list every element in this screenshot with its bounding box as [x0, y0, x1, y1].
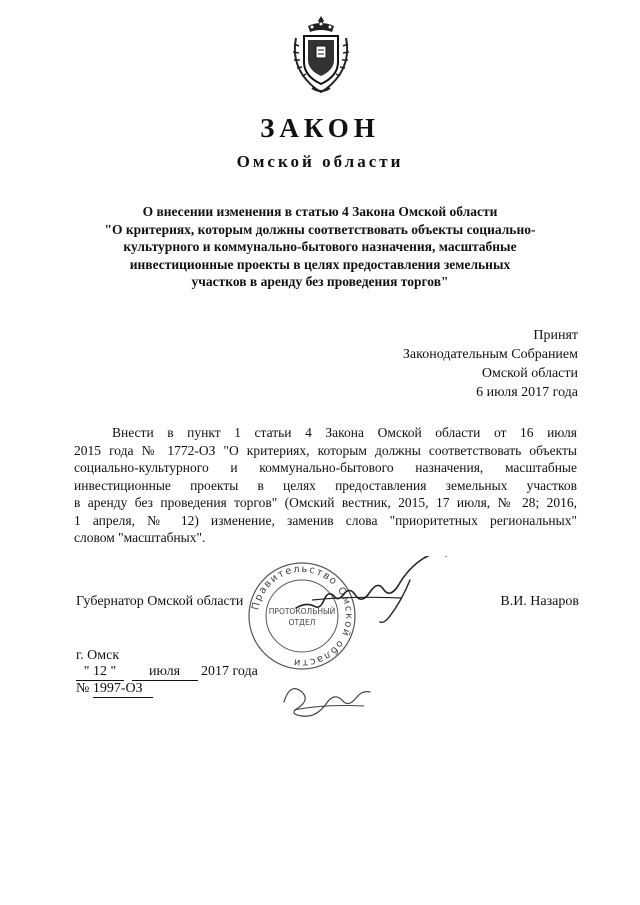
subject-line: О внесении изменения в статью 4 Закона Омской области [142, 204, 498, 219]
signer-name: В.И. Назаров [500, 594, 579, 609]
stamp-ring-text: Правительство Омской области [250, 563, 355, 669]
subject-line: участков в аренду без проведения торгов" [191, 274, 449, 289]
coat-of-arms-icon [290, 14, 352, 96]
adopted-date: 6 июля 2017 года [476, 385, 578, 400]
law-title: ЗАКОН [260, 113, 380, 143]
quote-open: " [83, 664, 90, 679]
adopted-line: Законодательным Собранием [402, 347, 578, 362]
body-line: Внести в пункт 1 статьи 4 Закона Омской области от 16 июля [112, 425, 577, 440]
signer-title: Губернатор Омской области [76, 594, 244, 609]
stamp-center-bottom: ОТДЕЛ [288, 618, 316, 627]
date-day-field [76, 664, 124, 681]
issuance-date [76, 664, 258, 681]
law-number [76, 681, 153, 698]
date-month: июля [132, 664, 198, 681]
date-year: 2017 года [201, 664, 258, 679]
stamp-center-top: ПРОТОКОЛЬНЫЙ [268, 607, 336, 616]
body-line: социально-культурного и коммунально-бытового назначения, масштабные [74, 460, 577, 475]
governor-signature [292, 556, 452, 626]
subject-line: инвестиционные проекты в целях предоставления земельных [129, 256, 511, 272]
body-line: 2015 года № 1772-ОЗ "О критериях, которым должны соответствовать объекты [74, 442, 577, 458]
body-line: в аренду без проведения торгов" (Омский вестник, 2015, 17 июля, № 28; 2016, [74, 495, 577, 510]
adopted-line: Омской области [481, 366, 578, 381]
body-line: словом "масштабных". [74, 530, 206, 545]
law-body [74, 424, 577, 547]
body-line: 1 апреля, № 12) изменение, заменив слова "приоритетных региональных" [74, 512, 577, 528]
law-subject [70, 203, 570, 291]
issuance-city: г. Омск [76, 648, 120, 663]
number-prefix: № [76, 681, 90, 696]
body-line: инвестиционные проекты в целях предоставления земельных участков [74, 477, 577, 493]
adoption-block [403, 326, 578, 402]
number-value: 1997-ОЗ [93, 681, 153, 698]
region-title: Омской области [236, 152, 404, 171]
date-day: 12 [93, 664, 107, 679]
adopted-line: Принят [533, 328, 578, 343]
subject-line: "О критериях, которым должны соответствовать объекты социально- [104, 221, 536, 237]
quote-close: " [110, 664, 117, 679]
registrar-signature [274, 672, 384, 722]
subject-line: культурного и коммунально-бытового назначения, масштабные [123, 239, 517, 254]
